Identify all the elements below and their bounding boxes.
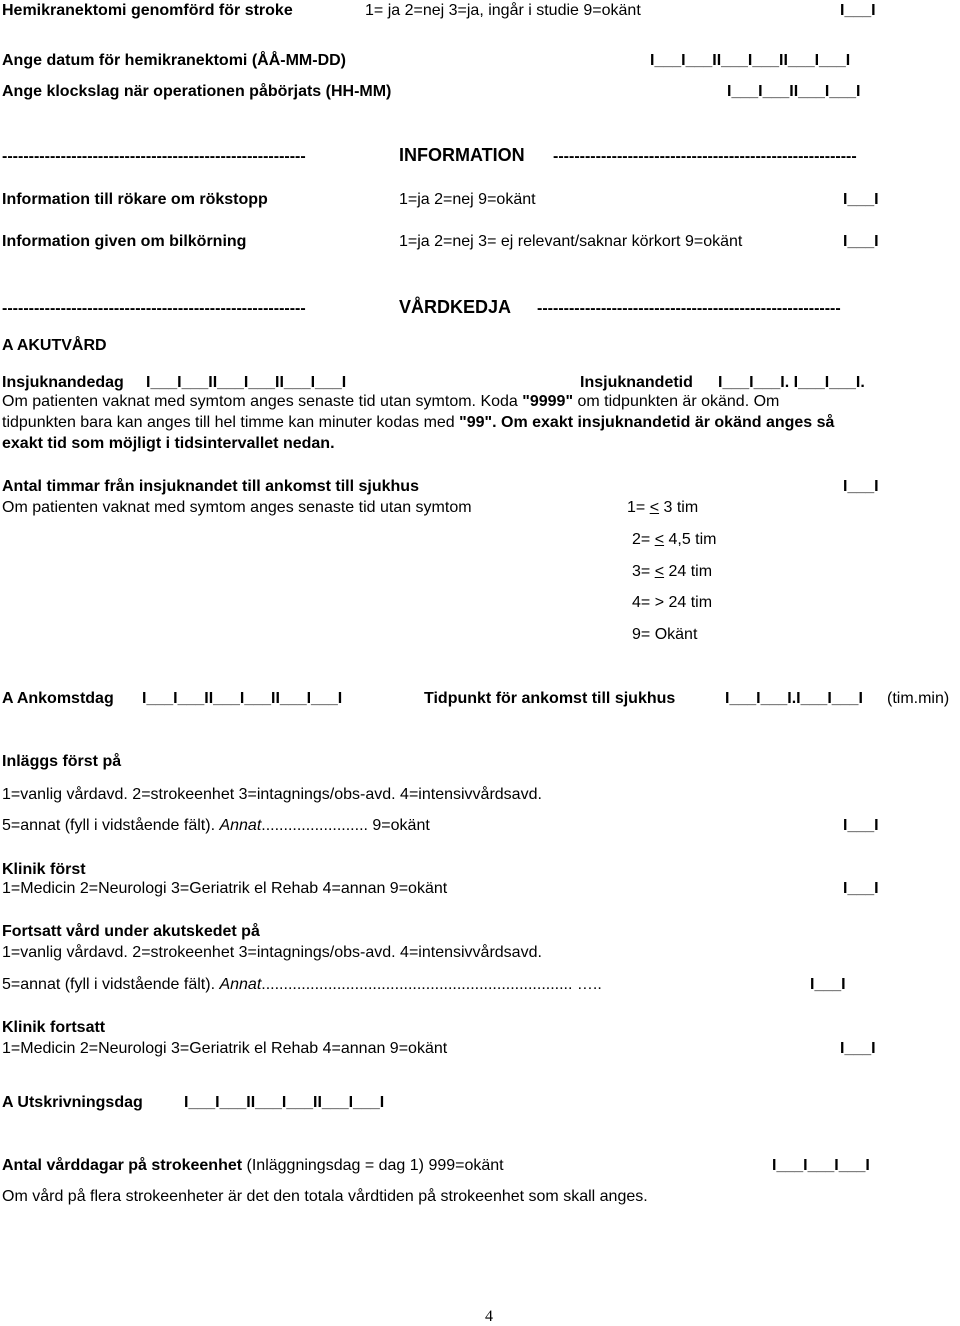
hemikranektomi-label: Hemikranektomi genomförd för stroke bbox=[2, 2, 293, 19]
inlaggs-forst-answer-box[interactable]: I___I bbox=[843, 817, 879, 834]
varddagar-note: Om vård på flera strokeenheter är det den totala vårdtiden på strokeenhet som skall anges. bbox=[2, 1188, 648, 1205]
ankomstdag-answer-box[interactable]: I___I___II___I___II___I___I bbox=[142, 690, 343, 707]
timmar-option-9: 9= Okänt bbox=[632, 626, 698, 643]
timmar-option-1: 1= < 3 tim bbox=[627, 499, 699, 516]
fortsatt-vard-title: Fortsatt vård under akutskedet på bbox=[2, 923, 260, 940]
information-divider-right: --------------------------------------------------------- bbox=[553, 148, 857, 165]
insjuknandedag-answer-box[interactable]: I___I___II___I___II___I___I bbox=[146, 374, 347, 391]
inlaggs-forst-options-line2: 5=annat (fyll i vidstående fält). Annat........................ 9=okänt bbox=[2, 817, 430, 834]
bilkorning-options: 1=ja 2=nej 3= ej relevant/saknar körkort 9=okänt bbox=[399, 233, 743, 250]
klinik-forst-answer-box[interactable]: I___I bbox=[843, 880, 879, 897]
varddagar-label: Antal vårddagar på strokeenhet (Inläggningsdag = dag 1) 999=okänt bbox=[2, 1157, 504, 1174]
klinik-fortsatt-title: Klinik fortsatt bbox=[2, 1019, 106, 1036]
inlaggs-forst-options-line1: 1=vanlig vårdavd. 2=strokeenhet 3=intagnings/obs-avd. 4=intensivvårdsavd. bbox=[2, 786, 542, 803]
ankomst-tid-label: Tidpunkt för ankomst till sjukhus bbox=[424, 690, 676, 707]
insjuknande-note-line3: exakt tid som möjligt i tidsintervallet nedan. bbox=[2, 435, 335, 452]
klinik-forst-title: Klinik först bbox=[2, 861, 86, 878]
klinik-fortsatt-options: 1=Medicin 2=Neurologi 3=Geriatrik el Rehab 4=annan 9=okänt bbox=[2, 1040, 448, 1057]
bilkorning-label: Information given om bilkörning bbox=[2, 233, 247, 250]
fortsatt-vard-options-line1: 1=vanlig vårdavd. 2=strokeenhet 3=intagnings/obs-avd. 4=intensivvårdsavd. bbox=[2, 944, 542, 961]
insjuknandetid-label: Insjuknandetid bbox=[580, 374, 693, 391]
insjuknande-note-line2: tidpunkten bara kan anges till hel timme kan minuter kodas med "99". Om exakt insjuknandetid är okänd anges så bbox=[2, 414, 835, 431]
klinik-forst-options: 1=Medicin 2=Neurologi 3=Geriatrik el Rehab 4=annan 9=okänt bbox=[2, 880, 448, 897]
fortsatt-vard-options-line2: 5=annat (fyll i vidstående fält). Annat...................................................................... ….. bbox=[2, 976, 602, 993]
inlaggs-forst-title: Inläggs först på bbox=[2, 753, 122, 770]
datum-answer-box[interactable]: I___I___II___I___II___I___I bbox=[650, 52, 851, 69]
utskrivningsdag-label: A Utskrivningsdag bbox=[2, 1094, 143, 1111]
fortsatt-vard-answer-box[interactable]: I___I bbox=[810, 976, 846, 993]
bilkorning-answer-box[interactable]: I___I bbox=[843, 233, 879, 250]
rokare-answer-box[interactable]: I___I bbox=[843, 191, 879, 208]
ankomst-tid-answer-box[interactable]: I___I___I.I___I___I bbox=[725, 690, 863, 707]
timmar-option-3: 3= < 24 tim bbox=[632, 563, 713, 580]
klockslag-label: Ange klockslag när operationen påbörjats (HH-MM) bbox=[2, 83, 392, 100]
varddagar-answer-box[interactable]: I___I___I___I bbox=[772, 1157, 870, 1174]
ankomstdag-label: A Ankomstdag bbox=[2, 690, 114, 707]
insjuknandedag-label: Insjuknandedag bbox=[2, 374, 124, 391]
datum-label: Ange datum för hemikranektomi (ÅÅ-MM-DD) bbox=[2, 52, 347, 69]
hemikranektomi-options: 1= ja 2=nej 3=ja, ingår i studie 9=okänt bbox=[365, 2, 641, 19]
insjuknande-note-line1: Om patienten vaknat med symtom anges senaste tid utan symtom. Koda "9999" om tidpunkten är okänd. Om bbox=[2, 393, 780, 410]
vardkedja-divider-right: --------------------------------------------------------- bbox=[537, 300, 841, 317]
timmar-option-4: 4= > 24 tim bbox=[632, 594, 713, 611]
utskrivningsdag-answer-box[interactable]: I___I___II___I___II___I___I bbox=[184, 1094, 385, 1111]
ankomst-tid-unit: (tim.min) bbox=[887, 690, 950, 707]
timmar-option-2: 2= < 4,5 tim bbox=[632, 531, 717, 548]
information-divider-left: --------------------------------------------------------- bbox=[2, 148, 306, 165]
information-title: INFORMATION bbox=[399, 145, 525, 165]
vardkedja-divider-left: --------------------------------------------------------- bbox=[2, 300, 306, 317]
vardkedja-title: VÅRDKEDJA bbox=[399, 297, 512, 317]
antal-timmar-note: Om patienten vaknat med symtom anges senaste tid utan symtom bbox=[2, 499, 472, 516]
page-number: 4 bbox=[485, 1308, 493, 1325]
klockslag-answer-box[interactable]: I___I___II___I___I bbox=[727, 83, 861, 100]
hemikranektomi-answer-box[interactable]: I___I bbox=[840, 2, 876, 19]
klinik-fortsatt-answer-box[interactable]: I___I bbox=[840, 1040, 876, 1057]
rokare-label: Information till rökare om rökstopp bbox=[2, 191, 268, 208]
insjuknandetid-answer-box[interactable]: I___I___I. I___I___I. bbox=[718, 374, 865, 391]
antal-timmar-label: Antal timmar från insjuknandet till ankomst till sjukhus bbox=[2, 478, 419, 495]
akutvard-subtitle: A AKUTVÅRD bbox=[2, 337, 107, 354]
rokare-options: 1=ja 2=nej 9=okänt bbox=[399, 191, 536, 208]
antal-timmar-answer-box[interactable]: I___I bbox=[843, 478, 879, 495]
